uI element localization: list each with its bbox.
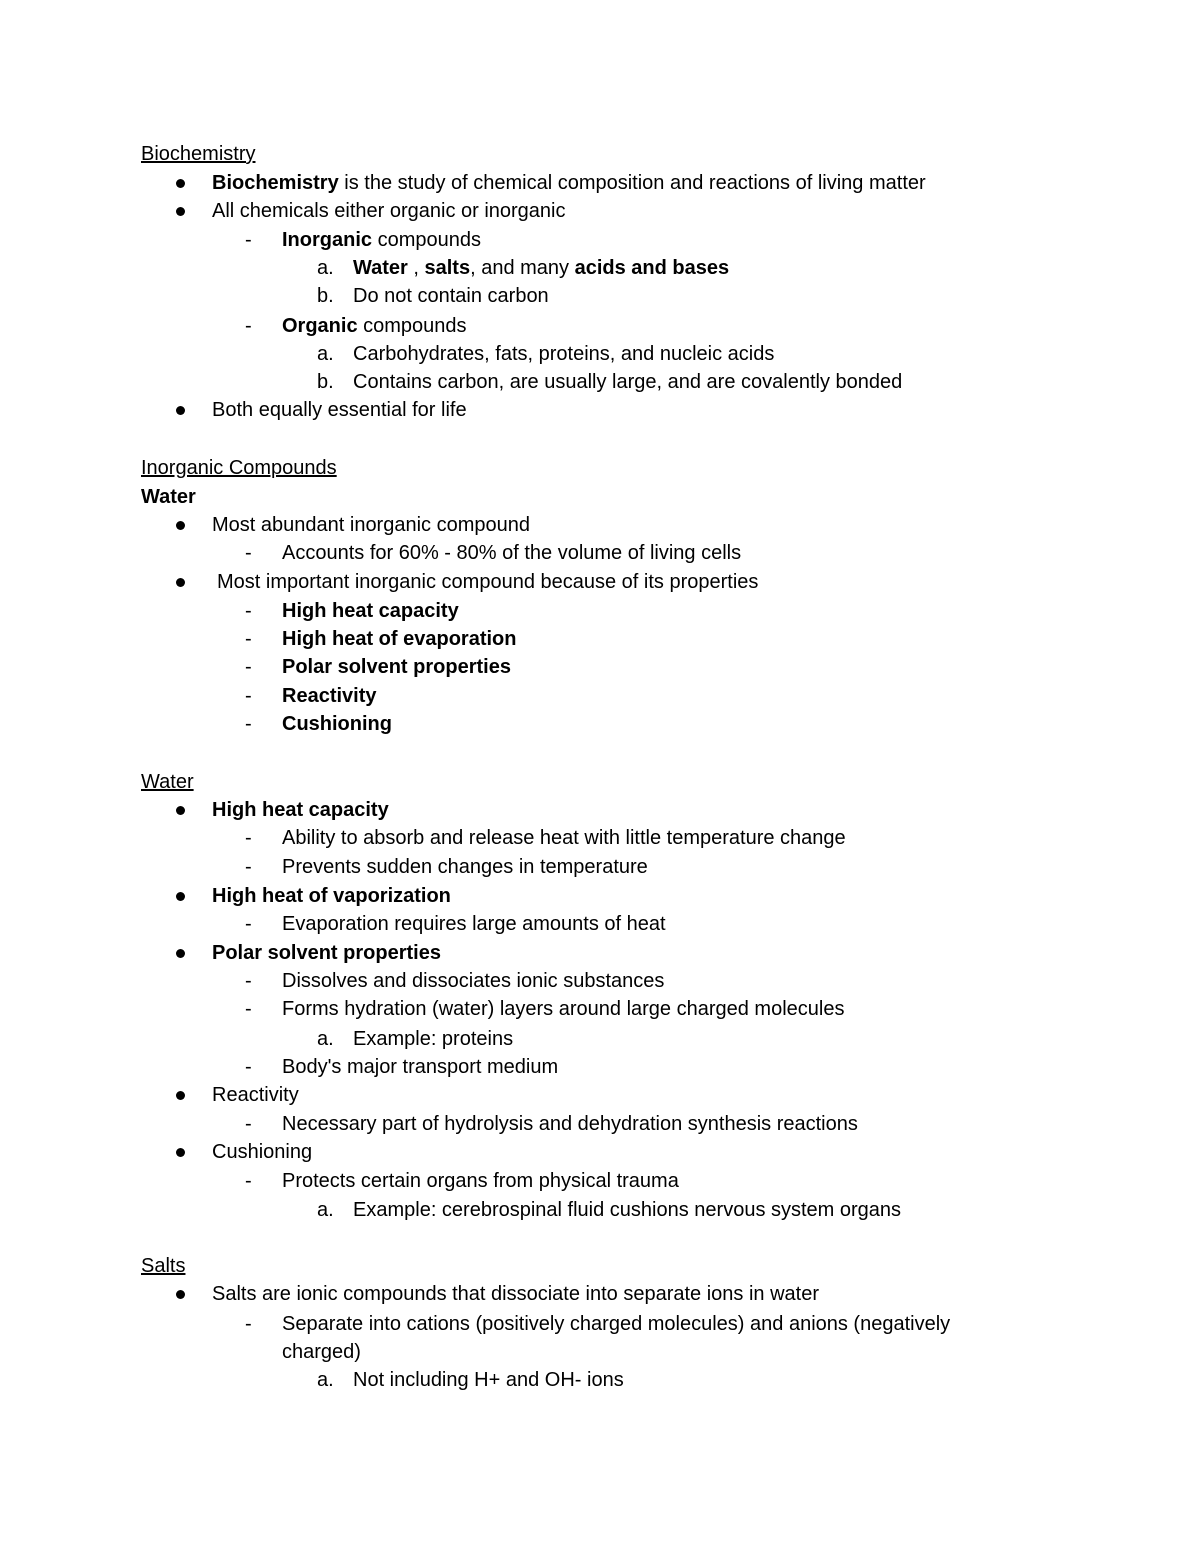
list-item-continuation: charged) [282,1341,361,1363]
list-item: Cushioning [212,1141,313,1163]
bullet-marker [176,892,185,901]
dash-marker: - [245,315,252,337]
dash-marker: - [245,542,252,564]
bullet-marker [176,578,185,587]
item-text: , [407,257,425,279]
list-item: Necessary part of hydrolysis and dehydration synthesis reactions [282,1113,858,1135]
letter-marker: a. [317,1369,334,1391]
list-item: Accounts for 60% - 80% of the volume of living cells [282,542,742,564]
letter-marker: a. [317,1199,334,1221]
letter-marker: a. [317,343,334,365]
bullet-marker [176,1091,185,1100]
item-text: compounds [372,229,481,251]
dash-marker: - [245,998,252,1020]
bullet-marker [176,806,185,815]
bold-term: salts [424,257,471,279]
bullet-marker [176,179,185,188]
list-item: Not including H+ and OH- ions [353,1369,624,1391]
section-heading-inorganic-compounds: Inorganic Compounds [141,457,337,479]
dash-marker: - [245,713,252,735]
list-item: Reactivity [212,1084,299,1106]
list-item [282,314,467,338]
list-item: High heat of vaporization [212,885,451,907]
list-item: Polar solvent properties [212,942,441,964]
item-text: compounds [357,315,467,337]
letter-marker: b. [317,371,334,393]
dash-marker: - [245,1313,252,1335]
dash-marker: - [245,1113,252,1135]
list-item: Protects certain organs from physical trauma [282,1170,679,1192]
list-item [353,256,729,280]
bold-term: Inorganic [282,229,373,251]
dash-marker: - [245,913,252,935]
bold-term: Water [353,257,408,279]
property-item: Reactivity [282,685,377,707]
dash-marker: - [245,856,252,878]
list-item: Do not contain carbon [353,285,549,307]
letter-marker: a. [317,1028,334,1050]
section-heading-biochemistry: Biochemistry [141,143,256,165]
list-item: Carbohydrates, fats, proteins, and nucleic acids [353,343,775,365]
bullet-marker [176,1148,185,1157]
bullet-marker [176,949,185,958]
list-item: Evaporation requires large amounts of heat [282,913,666,935]
property-item: Polar solvent properties [282,656,511,678]
list-item: Ability to absorb and release heat with little temperature change [282,827,846,849]
dash-marker: - [245,656,252,678]
dash-marker: - [245,229,252,251]
list-item: Forms hydration (water) layers around large charged molecules [282,998,845,1020]
list-item: Dissolves and dissociates ionic substances [282,970,665,992]
list-item: Most abundant inorganic compound [212,514,530,536]
list-item: Separate into cations (positively charged molecules) and anions (negatively [282,1313,951,1335]
bold-term: Organic [282,315,358,337]
bold-term: acids and bases [574,257,730,279]
dash-marker: - [245,970,252,992]
bold-term: Biochemistry [212,172,339,194]
list-item: Most important inorganic compound because of its properties [217,571,759,593]
list-item [212,171,926,195]
letter-marker: a. [317,257,334,279]
dash-marker: - [245,628,252,650]
list-item: Prevents sudden changes in temperature [282,856,648,878]
dash-marker: - [245,1170,252,1192]
letter-marker: b. [317,285,334,307]
bullet-marker [176,521,185,530]
property-item: High heat of evaporation [282,628,517,650]
list-item: Salts are ionic compounds that dissociate into separate ions in water [212,1283,820,1305]
bullet-marker [176,406,185,415]
list-item: Both equally essential for life [212,399,467,421]
property-item: High heat capacity [282,600,459,622]
list-item: High heat capacity [212,799,389,821]
dash-marker: - [245,827,252,849]
list-item: Example: cerebrospinal fluid cushions nervous system organs [353,1199,902,1221]
bullet-marker [176,207,185,216]
dash-marker: - [245,1056,252,1078]
list-item [282,228,481,252]
dash-marker: - [245,600,252,622]
item-text: , and many [470,257,575,279]
dash-marker: - [245,685,252,707]
item-text: is the study of chemical composition and reactions of living matter [338,172,926,194]
list-item: Body's major transport medium [282,1056,559,1078]
list-item: All chemicals either organic or inorganic [212,200,566,222]
property-item: Cushioning [282,713,392,735]
list-item: Contains carbon, are usually large, and are covalently bonded [353,371,903,393]
section-heading-salts: Salts [141,1255,186,1277]
section-heading-water: Water [141,771,194,793]
subheading-water: Water [141,486,196,508]
list-item: Example: proteins [353,1028,514,1050]
bullet-marker [176,1290,185,1299]
